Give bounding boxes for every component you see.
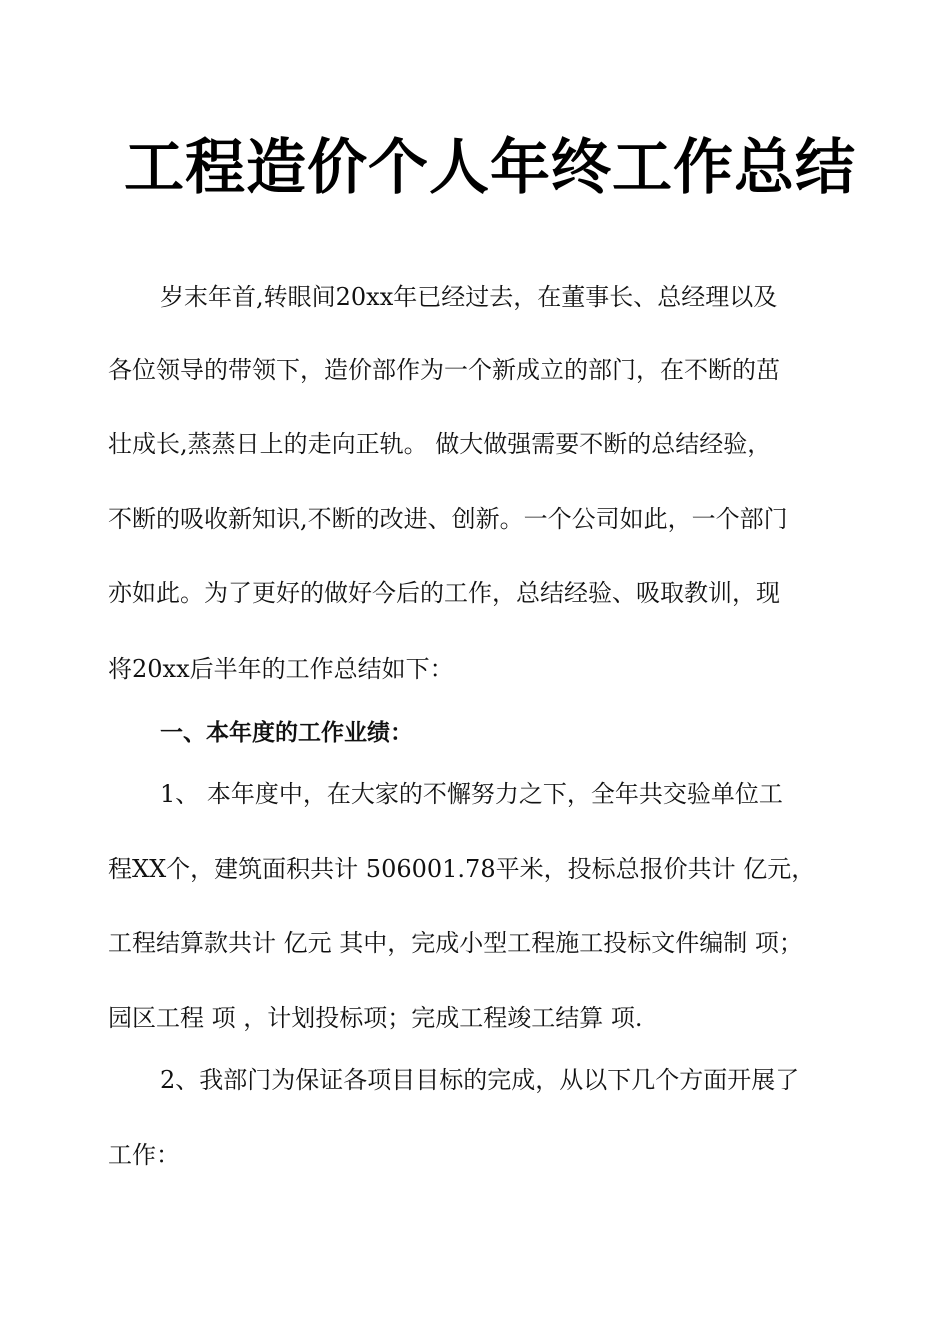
paragraph-line: 园区工程 项 ，计划投标项；完成工程竣工结算 项. bbox=[108, 1004, 643, 1032]
paragraph-line: 壮成长,蒸蒸日上的走向正轨。 做大做强需要不断的总结经验， bbox=[108, 430, 772, 458]
paragraph-line: 工作： bbox=[108, 1141, 180, 1169]
paragraph-line: 工程结算款共计 亿元 其中，完成小型工程施工投标文件编制 项； bbox=[108, 929, 803, 957]
paragraph-line: 岁末年首,转眼间20xx年已经过去，在董事长、总经理以及 bbox=[160, 283, 778, 311]
paragraph-line: 亦如此。为了更好的做好今后的工作，总结经验、吸取教训，现 bbox=[108, 579, 780, 607]
paragraph-line: 程XX个，建筑面积共计 506001.78平米，投标总报价共计 亿元， bbox=[108, 855, 816, 883]
list-item-line: 2、我部门为保证各项目目标的完成，从以下几个方面开展了 bbox=[160, 1066, 800, 1094]
paragraph-line: 将20xx后半年的工作总结如下： bbox=[108, 655, 454, 683]
list-item-line: 1、 本年度中，在大家的不懈努力之下，全年共交验单位工 bbox=[160, 780, 783, 808]
document-title: 工程造价个人年终工作总结 bbox=[124, 133, 856, 203]
paragraph-line: 各位领导的带领下，造价部作为一个新成立的部门，在不断的茁 bbox=[108, 356, 780, 384]
paragraph-line: 不断的吸收新知识,不断的改进、创新。一个公司如此，一个部门 bbox=[108, 505, 788, 533]
section-heading: 一、本年度的工作业绩： bbox=[160, 720, 413, 746]
